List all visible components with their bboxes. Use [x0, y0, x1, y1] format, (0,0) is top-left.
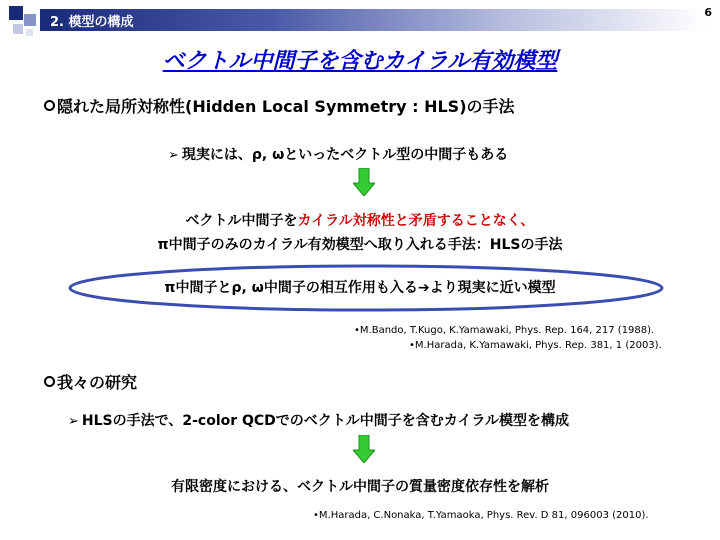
header-square-2 [24, 14, 36, 26]
reference-2: •M.Harada, K.Yamawaki, Phys. Rep. 381, 1 (2003). [409, 340, 662, 351]
bullet-1 [44, 94, 515, 117]
down-arrow-icon [353, 435, 375, 463]
header-square-1 [9, 6, 23, 20]
hls-line-2: π中間子のみのカイラル有効模型へ取り入れる手法：HLSの手法 [157, 237, 563, 253]
down-arrow-icon [353, 168, 375, 196]
ellipse-text [0, 277, 720, 297]
analysis-line: 有限密度における、ベクトル中間子の質量密度依存性を解析 [171, 479, 549, 495]
sub-bullet-1-text: 現実には、ρ, ωといったベクトル型の中間子もある [181, 147, 509, 163]
hls-line-1 [0, 210, 720, 230]
bullet-2 [44, 370, 137, 393]
bullet-icon [44, 376, 55, 387]
bullet-1-text: 隠れた局所対称性(Hidden Local Symmetry : HLS)の手法 [57, 97, 515, 116]
bullet-2-text: 我々の研究 [57, 373, 138, 392]
ellipse-text-b: より現実に近い模型 [429, 280, 556, 296]
hls-line-1-part-b: カイラル対称性と矛盾することなく、 [297, 213, 535, 229]
arrowhead-icon: ➢ [168, 148, 179, 163]
sub-bullet-1 [168, 144, 508, 164]
header-square-4 [26, 29, 33, 36]
header-square-3 [13, 24, 23, 34]
section-title: 2. 模型の構成 [50, 15, 134, 30]
header-bar [40, 9, 708, 31]
sub-bullet-2-text: HLSの手法で、2-color QCDでのベクトル中間子を含むカイラル模型を構成 [81, 413, 569, 429]
arrowhead-icon: ➢ [68, 414, 79, 429]
reference-1: •M.Bando, T.Kugo, K.Yamawaki, Phys. Rep. 164, 217 (1988). [354, 325, 655, 336]
slide-title: ベクトル中間子を含むカイラル有効模型 [162, 49, 558, 74]
right-arrow-icon: ➔ [417, 280, 430, 296]
bullet-icon [44, 100, 55, 111]
ellipse-text-a: π中間子とρ, ω中間子の相互作用も入る [164, 280, 418, 296]
hls-line-1-part-a: ベクトル中間子を [185, 213, 298, 229]
page-number: 6 [704, 6, 712, 19]
reference-3: •M.Harada, C.Nonaka, T.Yamaoka, Phys. Rev. D 81, 096003 (2010). [313, 510, 649, 521]
sub-bullet-2 [68, 410, 569, 430]
